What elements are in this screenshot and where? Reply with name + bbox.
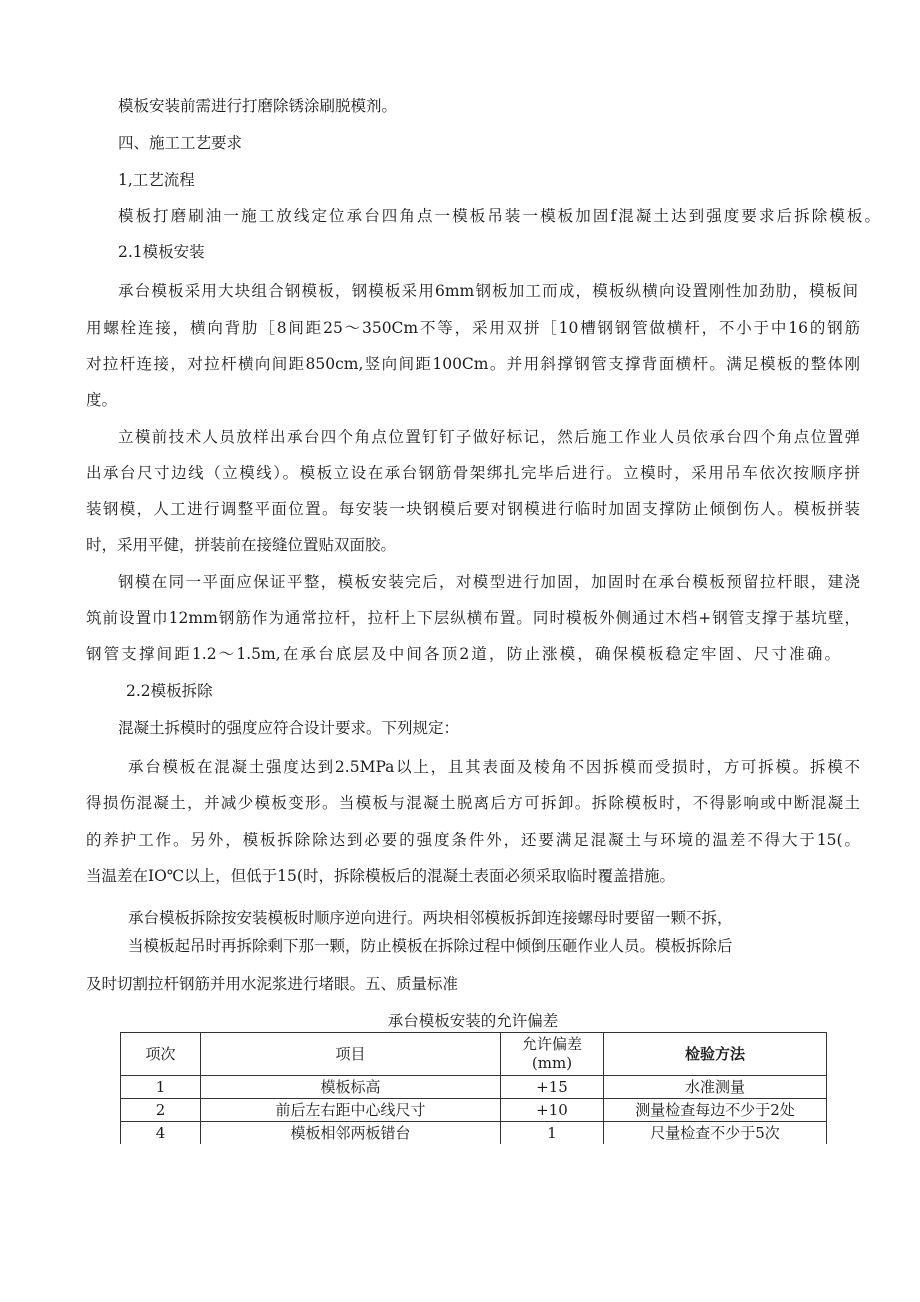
header-cell: 项次	[121, 1033, 201, 1076]
table-cell: +15	[501, 1076, 604, 1099]
text-line: 出承台尺寸边线（立模线）。模板立设在承台钢筋骨架绑扎完毕后进行。立模时，采用吊车依次按顺序拼	[86, 464, 860, 482]
text-line: 承台模板在混凝土强度达到2.5MPa以上，且其表面及棱角不因拆模而受损时，方可拆模。拆模不	[128, 758, 860, 776]
table-cell: 1	[121, 1076, 201, 1099]
table-header-row	[121, 1033, 827, 1076]
text-line: 模板安装前需进行打磨除锈涂刷脱模剂。	[118, 97, 398, 115]
table-cell: 2	[121, 1099, 201, 1122]
text-line: 用螺栓连接，横向背肋［8间距25～350Cm不等，采用双拼［10槽钢钢管做横杆，不小于中16的钢筋	[86, 319, 860, 337]
text-line: 得损伤混凝土，并减少模板变形。当模板与混凝土脱离后方可拆卸。拆除模板时，不得影响或中断混凝土	[86, 794, 860, 812]
tolerance-table	[120, 1032, 827, 1144]
text-line: 当模板起吊时再拆除剩下那一颗，防止模板在拆除过程中倾倒压砸作业人员。模板拆除后	[128, 937, 733, 955]
text-line: 模板打磨刷油一施工放线定位承台四角点一模板吊装一模板加固f混凝土达到强度要求后拆除模板。	[118, 207, 880, 225]
subsection-heading: 2.2模板拆除	[126, 682, 213, 700]
text-line: 筑前设置巾12mm钢筋作为通常拉杆，拉杆上下层纵横布置。同时模板外侧通过木档+钢管支撑于基坑壁，	[86, 609, 860, 627]
text-line: 对拉杆连接，对拉杆横向间距850cm,竖向间距100Cm。并用斜撑钢管支撑背面横杆。满足模板的整体刚	[86, 355, 860, 373]
table-cell: 测量检查每边不少于2处	[604, 1099, 827, 1122]
text-line: 混凝土拆模时的强度应符合设计要求。下列规定：	[118, 719, 460, 737]
text-line: 装钢模，人工进行调整平面位置。每安装一块钢模后要对钢模进行临时加固支撑防止倾倒伤人。模板拼装	[86, 500, 860, 518]
table-row	[121, 1099, 827, 1122]
table-cell: 前后左右距中心线尺寸	[201, 1099, 501, 1122]
text-line: 当温差在IO℃以上，但低于15(时，拆除模板后的混凝土表面必须采取临时覆盖措施。	[86, 867, 675, 885]
subsection-heading: 1,工艺流程	[118, 171, 195, 189]
header-cell: 检验方法	[604, 1033, 827, 1076]
table-row	[121, 1122, 827, 1145]
text-line: 时，采用平健，拼装前在接缝位置贴双面胶。	[86, 536, 397, 554]
header-cell: 项目	[201, 1033, 501, 1076]
table-caption: 承台模板安装的允许偏差	[387, 1012, 559, 1030]
section-heading: 四、施工工艺要求	[118, 134, 243, 152]
subsection-heading: 2.1模板安装	[118, 243, 205, 261]
text-line: 钢管支撑间距1.2～1.5m,在承台底层及中间各顶2道，防止涨模，确保模板稳定牢固、尺寸准确。	[86, 645, 840, 663]
text-line: 及时切割拉杆钢筋并用水泥浆进行堵眼。五、质量标准	[86, 975, 459, 993]
table-cell: 模板标高	[201, 1076, 501, 1099]
table-cell: 4	[121, 1122, 201, 1145]
table-cell: 水准测量	[604, 1076, 827, 1099]
text-line: 的养护工作。另外，模板拆除除达到必要的强度条件外，还要满足混凝土与环境的温差不得大于15(。	[86, 831, 860, 849]
header-cell: 允许偏差 (mm)	[501, 1033, 604, 1076]
text-line: 立模前技术人员放样出承台四个角点位置钉钉子做好标记，然后施工作业人员依承台四个角点位置弹	[118, 428, 860, 446]
text-line: 钢模在同一平面应保证平整，模板安装完后，对模型进行加固，加固时在承台模板预留拉杆眼，建浇	[118, 573, 860, 591]
table-cell: 1	[501, 1122, 604, 1145]
table-cell: 模板相邻两板错台	[201, 1122, 501, 1145]
text-line: 度。	[86, 391, 118, 409]
text-line: 承台模板采用大块组合钢模板，钢模板采用6mm钢板加工而成，模板纵横向设置刚性加劲肋，模板间	[118, 282, 858, 300]
table-cell: 尺量检查不少于5次	[604, 1122, 827, 1145]
text-line: 承台模板拆除按安装模板时顺序逆向进行。两块相邻模板拆卸连接螺母时要留一颗不拆，	[128, 909, 733, 927]
table-cell: +10	[501, 1099, 604, 1122]
table-row	[121, 1076, 827, 1099]
